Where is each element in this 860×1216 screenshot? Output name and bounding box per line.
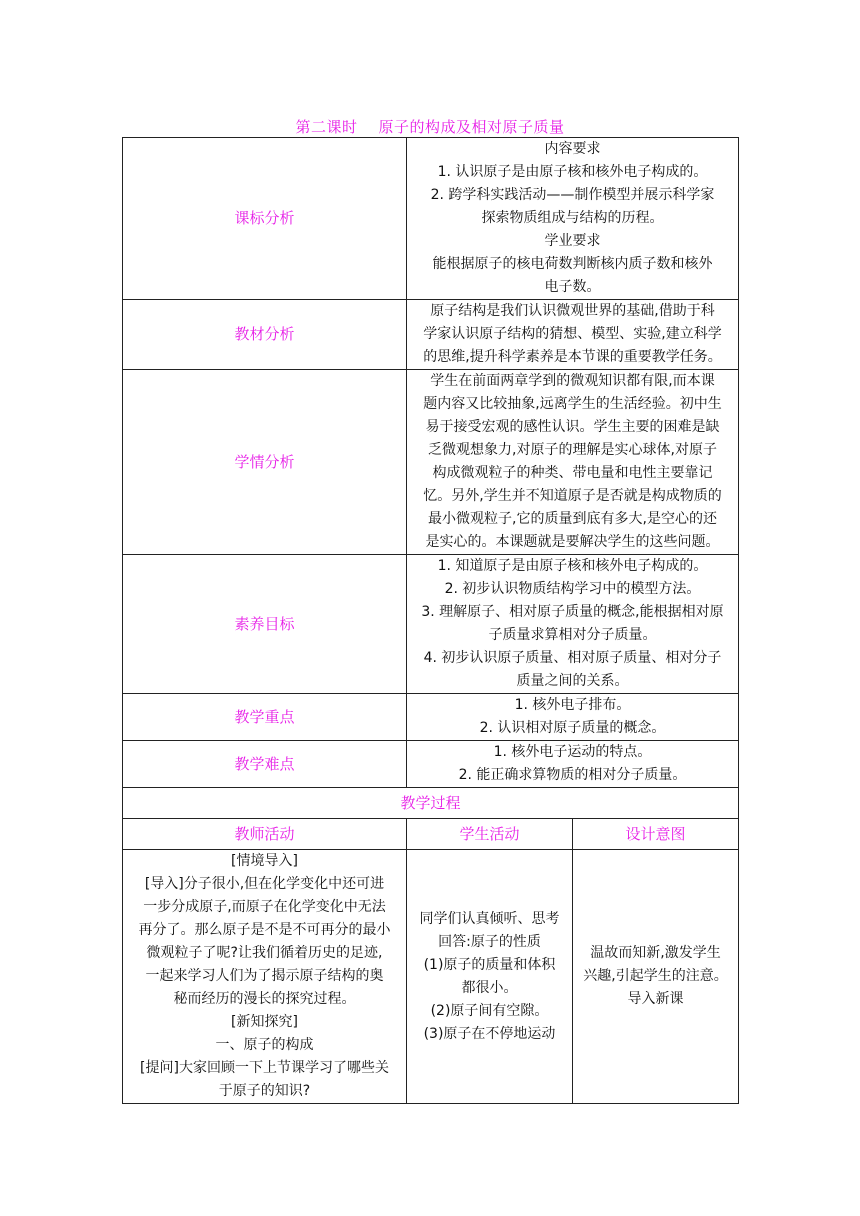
content-line: 乏微观想象力,对原子的理解是实心球体,对原子 xyxy=(428,442,717,458)
content-line: 是实心的。本课题就是要解决学生的这些问题。 xyxy=(425,534,720,550)
key-points-content xyxy=(407,694,739,741)
student-line: 回答:原子的性质 xyxy=(438,933,541,950)
student-activity-cell xyxy=(407,850,573,1104)
row-literacy-goals xyxy=(123,555,739,694)
teacher-line: [提问]大家回顾一下上节课学习了哪些关 xyxy=(140,1060,389,1076)
row-label: 素养目标 xyxy=(123,555,407,694)
row-process-columns xyxy=(123,819,739,850)
content-line: 学生在前面两章学到的微观知识都有限,而本课 xyxy=(430,373,715,389)
content-line: 能根据原子的核电荷数判断核内质子数和核外 xyxy=(432,256,713,272)
content-line: 构成微观粒子的种类、带电量和电性主要靠记 xyxy=(432,465,713,481)
student-line: (1)原子的质量和体积 xyxy=(423,956,556,973)
content-line: 1. 核外电子运动的特点。 xyxy=(493,744,652,760)
content-line: 学家认识原子结构的猜想、模型、实验,建立科学 xyxy=(423,326,722,342)
teacher-line: 于原子的知识? xyxy=(218,1083,311,1099)
row-process-heading xyxy=(123,788,739,819)
row-textbook-analysis xyxy=(123,300,739,370)
content-line: 子质量求算相对分子质量。 xyxy=(488,627,657,643)
row-label: 学情分析 xyxy=(123,370,407,555)
content-line: 忆。另外,学生并不知道原子是否就是构成物质的 xyxy=(423,488,722,504)
row-learner-analysis xyxy=(123,370,739,555)
content-line: 原子结构是我们认识微观世界的基础,借助于科 xyxy=(430,303,715,319)
content-line: 题内容又比较抽象,远离学生的生活经验。初中生 xyxy=(423,396,722,412)
student-line: 都很小。 xyxy=(461,979,518,996)
content-line: 学业要求 xyxy=(544,233,601,249)
content-line: 的思维,提升科学素养是本节课的重要教学任务。 xyxy=(423,349,722,365)
design-intent-cell xyxy=(573,850,739,1104)
content-line: 探索物质组成与结构的历程。 xyxy=(481,210,664,226)
student-line: (2)原子间有空隙。 xyxy=(430,1002,549,1019)
intent-line: 温故而知新,激发学生 xyxy=(590,945,721,961)
curriculum-analysis-content xyxy=(407,138,739,300)
intent-line: 兴趣,引起学生的注意。 xyxy=(583,968,728,984)
difficult-points-content xyxy=(407,741,739,788)
literacy-goals-content xyxy=(407,555,739,694)
teacher-line: [新知探究] xyxy=(231,1014,298,1030)
content-line: 质量之间的关系。 xyxy=(516,673,629,689)
teacher-line: 微观粒子了呢?让我们循着历史的足迹, xyxy=(146,945,383,961)
content-line: 电子数。 xyxy=(544,279,601,295)
content-line: 2. 能正确求算物质的相对分子质量。 xyxy=(458,767,687,783)
row-label: 教学重点 xyxy=(123,694,407,741)
column-header-intent: 设计意图 xyxy=(573,819,739,850)
content-line: 2. 初步认识物质结构学习中的模型方法。 xyxy=(444,581,701,597)
process-heading: 教学过程 xyxy=(123,788,739,819)
content-line: 3. 理解原子、相对原子质量的概念,能根据相对原 xyxy=(421,604,724,620)
row-key-points xyxy=(123,694,739,741)
content-line: 1. 认识原子是由原子核和核外电子构成的。 xyxy=(437,164,708,180)
teacher-line: 一步分成原子,而原子在化学变化中无法 xyxy=(143,899,386,915)
content-line: 2. 认识相对原子质量的概念。 xyxy=(479,720,666,736)
content-line: 4. 初步认识原子质量、相对原子质量、相对分子 xyxy=(423,650,722,666)
column-header-teacher: 教师活动 xyxy=(123,819,407,850)
row-process-content xyxy=(123,850,739,1104)
student-line: 同学们认真倾听、思考 xyxy=(419,910,560,927)
teacher-activity-cell xyxy=(123,850,407,1104)
content-line: 1. 核外电子排布。 xyxy=(514,697,631,713)
teacher-line: [导入]分子很小,但在化学变化中还可进 xyxy=(144,876,385,892)
content-line: 内容要求 xyxy=(544,141,601,157)
intent-line: 导入新课 xyxy=(627,991,684,1007)
row-label: 教材分析 xyxy=(123,300,407,370)
lesson-plan-table xyxy=(122,137,739,1104)
row-label: 教学难点 xyxy=(123,741,407,788)
teacher-line: 再分了。那么原子是不是不可再分的最小 xyxy=(138,922,391,938)
teacher-line: 一起来学习人们为了揭示原子结构的奥 xyxy=(145,968,384,984)
content-line: 易于接受宏观的感性认识。学生主要的困难是缺 xyxy=(425,419,720,435)
lesson-title: 第二课时 原子的构成及相对原子质量 xyxy=(295,118,565,136)
row-curriculum-analysis xyxy=(123,138,739,300)
teacher-line: 秘而经历的漫长的探究过程。 xyxy=(173,991,356,1007)
learner-analysis-content xyxy=(407,370,739,555)
content-line: 最小微观粒子,它的质量到底有多大,是空心的还 xyxy=(428,511,717,527)
column-header-student: 学生活动 xyxy=(407,819,573,850)
content-line: 1. 知道原子是由原子核和核外电子构成的。 xyxy=(437,558,708,574)
teacher-line: 一、原子的构成 xyxy=(215,1037,314,1053)
textbook-analysis-content xyxy=(407,300,739,370)
row-label: 课标分析 xyxy=(123,138,407,300)
content-line: 2. 跨学科实践活动——制作模型并展示科学家 xyxy=(430,187,715,203)
teacher-line: [情境导入] xyxy=(231,853,298,869)
row-difficult-points xyxy=(123,741,739,788)
student-line: (3)原子在不停地运动 xyxy=(423,1025,556,1042)
